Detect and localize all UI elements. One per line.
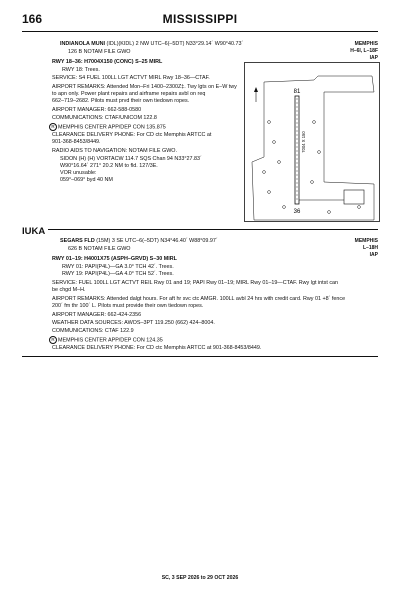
indianola-chart-refs (350, 41, 378, 62)
indianola-heading (60, 41, 243, 48)
indianola-rwy-main: RWY 18–36: H7004X150 (CONC) S–25 MIRL (52, 59, 163, 65)
indianola-clearance-2: 901-368-8453/8449. (52, 139, 101, 145)
page-header (22, 12, 378, 30)
indianola-name: INDIANOLA MUNI (60, 41, 106, 47)
indianola-remarks-3: 662–719–2682. Pilots must prvd their own tiedown ropes. (52, 98, 190, 104)
indianola-manager: AIRPORT MANAGER: 662-588-0580 (52, 107, 142, 113)
indianola-chart-1: MEMPHIS (354, 41, 378, 47)
iuka-chart-1: MEMPHIS (354, 238, 378, 244)
indianola-chart-2: H–6I, L–18F (350, 48, 378, 54)
north-arrow-head-icon (254, 87, 258, 92)
indianola-sidon-4: 059°–069° byd 40 NM (60, 177, 113, 183)
indianola-sidon-3: VOR unusable: (60, 170, 97, 176)
obstruction-markers (263, 121, 361, 214)
indianola-comms: COMMUNICATIONS: CTAF/UNICOM 122.8 (52, 115, 157, 121)
iuka-chart-2: L–18H (362, 245, 378, 251)
iuka-weather: WEATHER DATA SOURCES: AWOS–3PT 119.250 (662) 424–8004. (52, 320, 215, 326)
iuka-comms: COMMUNICATIONS: CTAF 122.9 (52, 328, 134, 334)
iuka-remarks-2: 200´ fm thr 100´ L. Pilots must provide their own tiedown ropes. (52, 303, 204, 309)
iuka-rwy01: RWY 01: PAPI(P4L)—GA 3.0° TCH 42´. Trees. (62, 264, 174, 270)
rwy-dimension-label: 7004 X 150 (301, 131, 306, 153)
radar-symbol-icon: R (49, 123, 57, 131)
iuka-center: MEMPHIS CENTER APP/DEP CON 124.35 (58, 337, 163, 344)
page-number: 166 (22, 12, 43, 26)
iuka-rwy19: RWY 19: PAPI(P4L)—GA 4.0° TCH 52´. Trees. (62, 271, 174, 277)
indianola-sidon-1: SIDON (H) (H) VORTACW 114.7 SQS Chan 94 N33°27.83´ (60, 156, 202, 162)
iuka-service-1: SERVICE: FUEL 100LL LGT ACTVT REIL Rwy 01 and 19; PAPI Rwy 01–19; MIRL Rwy 01–19—CTAF. Rwy lgt intst can (52, 280, 339, 286)
indianola-id-line: (IDL)(KIDL) 2 NW UTC–6(–5DT) N33°29.14´ W90°40.73´ (106, 41, 244, 47)
iuka-id-line: (15M) 3 SE UTC–6(–5DT) N34°46.40´ W88°09.97´ (96, 238, 218, 244)
rwy-label-top: 81 (293, 89, 301, 95)
indianola-line2: 126 B NOTAM FILE GWO (68, 49, 131, 55)
indianola-remarks-1: AIRPORT REMARKS: Attended Mon–Fri 1400–2300Z‡. Twy lgts on E–W twy (52, 84, 237, 90)
indianola-airport-diagram (244, 62, 380, 222)
iuka-clearance: CLEARANCE DELIVERY PHONE: For CD ctc Memphis ARTCC at 901-368-8453/8449. (52, 345, 262, 351)
indianola-clearance-1: CLEARANCE DELIVERY PHONE: For CD ctc Memphis ARTCC at (52, 132, 212, 138)
iuka-chart-refs (355, 238, 378, 259)
edition-footer: SC, 3 SEP 2026 to 29 OCT 2026 (161, 575, 239, 581)
iuka-rwy-main: RWY 01–19: H4001X75 (ASPH–GRVD) S–30 MIRL (52, 256, 177, 262)
state-title: MISSISSIPPI (162, 12, 238, 26)
rwy-label-bottom: 36 (293, 209, 301, 215)
iuka-line2: 626 B NOTAM FILE GWO (68, 246, 131, 252)
iuka-heading (60, 238, 218, 245)
iuka-city: IUKA (22, 226, 48, 237)
indianola-remarks-2: to apn only. Power plant repairs and airframe repairs avbl on req (52, 91, 206, 97)
iuka-remarks-1: AIRPORT REMARKS: Attended dalgt hours. For aft hr svc ctc AMGR. 100LL avbl 24 hrs with credit card. Rwy 01 +8´ fence (52, 296, 346, 302)
iuka-bottom-rule (22, 356, 378, 357)
indianola-radio-aids: RADIO AIDS TO NAVIGATION: NOTAM FILE GWO. (52, 148, 177, 154)
indianola-center: MEMPHIS CENTER APP/DEP CON 135.875 (58, 124, 166, 131)
indianola-chart-3: IAP (369, 55, 378, 61)
airport-boundary (252, 76, 374, 220)
iuka-service-2: be chgd M–H. (52, 287, 86, 293)
indianola-center-row (49, 123, 166, 131)
header-rule (22, 31, 378, 32)
radar-symbol-icon: R (49, 336, 57, 344)
iuka-center-row (49, 336, 163, 344)
iuka-top-rule (22, 229, 378, 230)
iuka-name: SEGARS FLD (60, 238, 95, 244)
apron (344, 190, 364, 204)
indianola-rwy18: RWY 18: Trees. (62, 67, 100, 73)
iuka-chart-3: IAP (369, 252, 378, 258)
indianola-service: SERVICE: S4 FUEL 100LL LGT ACTVT MIRL Rwy 18–36—CTAF. (52, 75, 210, 81)
iuka-manager: AIRPORT MANAGER: 662-424-2356 (52, 312, 142, 318)
indianola-sidon-2: W90°16.64´ 271° 20.2 NM to fld. 127/3E. (60, 163, 158, 169)
diagram-frame (245, 63, 380, 222)
